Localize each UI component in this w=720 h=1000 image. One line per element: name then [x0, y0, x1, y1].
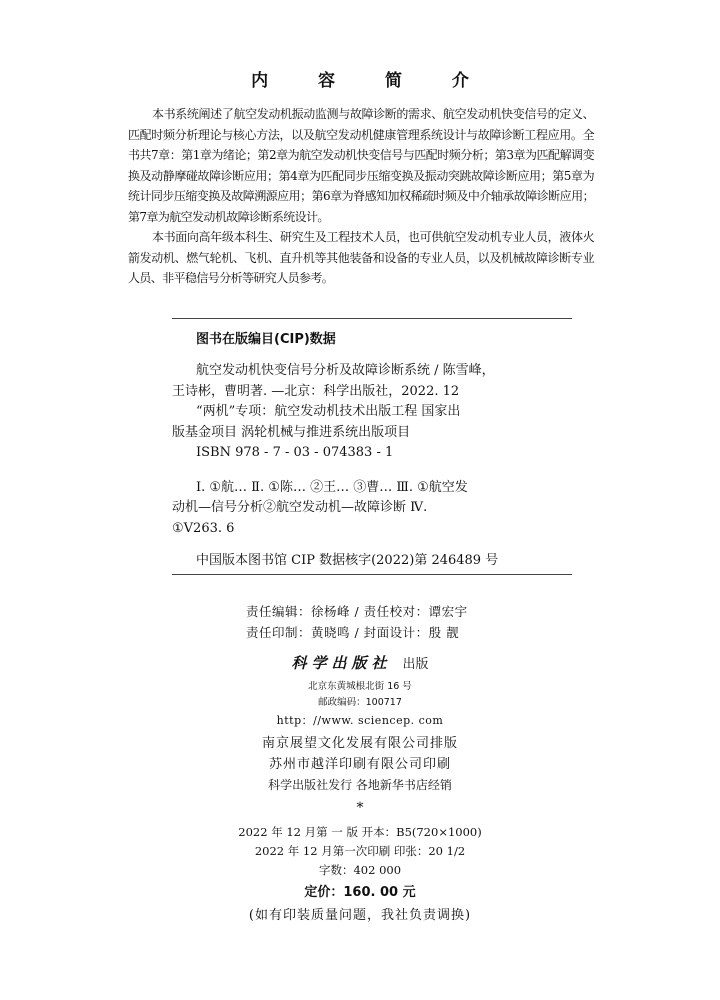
summary-paragraph-2: 本书面向高年级本科生、研究生及工程技术人员，也可供航空发动机专业人员，液体火箭发动机、燃气轮机、飞机、直升机等其他装备和设备的专业人员，以及机械故障诊断专业人员、非平稳信号分析等研究人员参考。 — [128, 230, 594, 285]
publisher-suffix: 出版 — [402, 657, 429, 672]
cip-heading: 图书在版编目(CIP)数据 — [196, 332, 336, 347]
cip-series-line-2: 版基金项目 涡轮机械与推进系统出版项目 — [172, 424, 411, 440]
publisher-address: 北京东黄城根北街 16 号 — [308, 681, 412, 692]
typesetter: 南京展望文化发展有限公司排版 — [261, 736, 458, 751]
publisher-block — [0, 652, 720, 731]
print-block — [0, 733, 720, 926]
staff-production: 责任印制：黄晓鸣 / 封面设计：殷 靓 — [246, 625, 460, 640]
publisher-url: http：//www. sciencep. com — [276, 714, 444, 727]
summary-title: 内 容 简 介 — [251, 71, 491, 91]
cip-book-line-1: 航空发动机快变信号分析及故障诊断系统 / 陈雪峰， — [196, 363, 495, 378]
summary-block — [128, 104, 594, 289]
cip-bottom-rule — [172, 574, 572, 575]
cip-series-line-1: “两机”专项：航空发动机技术出版工程 国家出 — [196, 404, 461, 419]
word-count: 字数：402 000 — [318, 863, 402, 877]
edition-line: 2022 年 12 月第 一 版 开本：B5(720×1000) — [238, 825, 482, 839]
cip-block — [172, 328, 572, 572]
printing-line: 2022 年 12 月第一次印刷 印张：20 1/2 — [254, 844, 466, 858]
staff-block — [0, 601, 720, 643]
cip-class-line-2: 动机—信号分析②航空发动机—故障诊断 Ⅳ. — [172, 500, 428, 515]
cip-book-line-2: 王诗彬，曹明著. —北京：科学出版社，2022. 12 — [172, 383, 460, 399]
publisher-postcode: 邮政编码：100717 — [318, 697, 402, 708]
distribution: 科学出版社发行 各地新华书店经销 — [268, 778, 452, 792]
separator-star: * — [356, 800, 364, 816]
cip-class-line-3: ①V263. 6 — [172, 520, 235, 536]
staff-editors: 责任编辑：徐杨峰 / 责任校对：谭宏宇 — [246, 604, 468, 619]
price: 定价：160. 00 元 — [304, 885, 416, 900]
cip-top-rule — [172, 318, 572, 319]
printer: 苏州市越洋印刷有限公司印刷 — [268, 757, 451, 772]
publisher-logo: 科学出版社 — [291, 654, 392, 672]
cip-isbn: ISBN 978 - 7 - 03 - 074383 - 1 — [196, 445, 394, 460]
cip-class-line-1: Ⅰ. ①航… Ⅱ. ①陈… ②王… ③曹… Ⅲ. ①航空发 — [196, 479, 468, 495]
cip-record: 中国版本图书馆 CIP 数据核字(2022)第 246489 号 — [196, 553, 499, 568]
quality-note: (如有印装质量问题，我社负责调换) — [248, 908, 472, 923]
summary-paragraph-1: 本书系统阐述了航空发动机振动监测与故障诊断的需求、航空发动机快变信号的定义、匹配时频分析理论与核心方法，以及航空发动机健康管理系统设计与故障诊断工程应用。全书共7章：第1章为绪论；第2章为航空发动机快变信号与匹配时频分析；第3章为匹配解调变换及动静摩碰故障诊断应用；第4章为匹配同步压缩变换及振动突跳故障诊断应用；第5章为统计同步压缩变换及故障溯源应用；第6章为脊感知加权稀疏时频及中介轴承故障诊断应用；第7章为航空发动机故障诊断系统设计。 — [128, 107, 594, 224]
